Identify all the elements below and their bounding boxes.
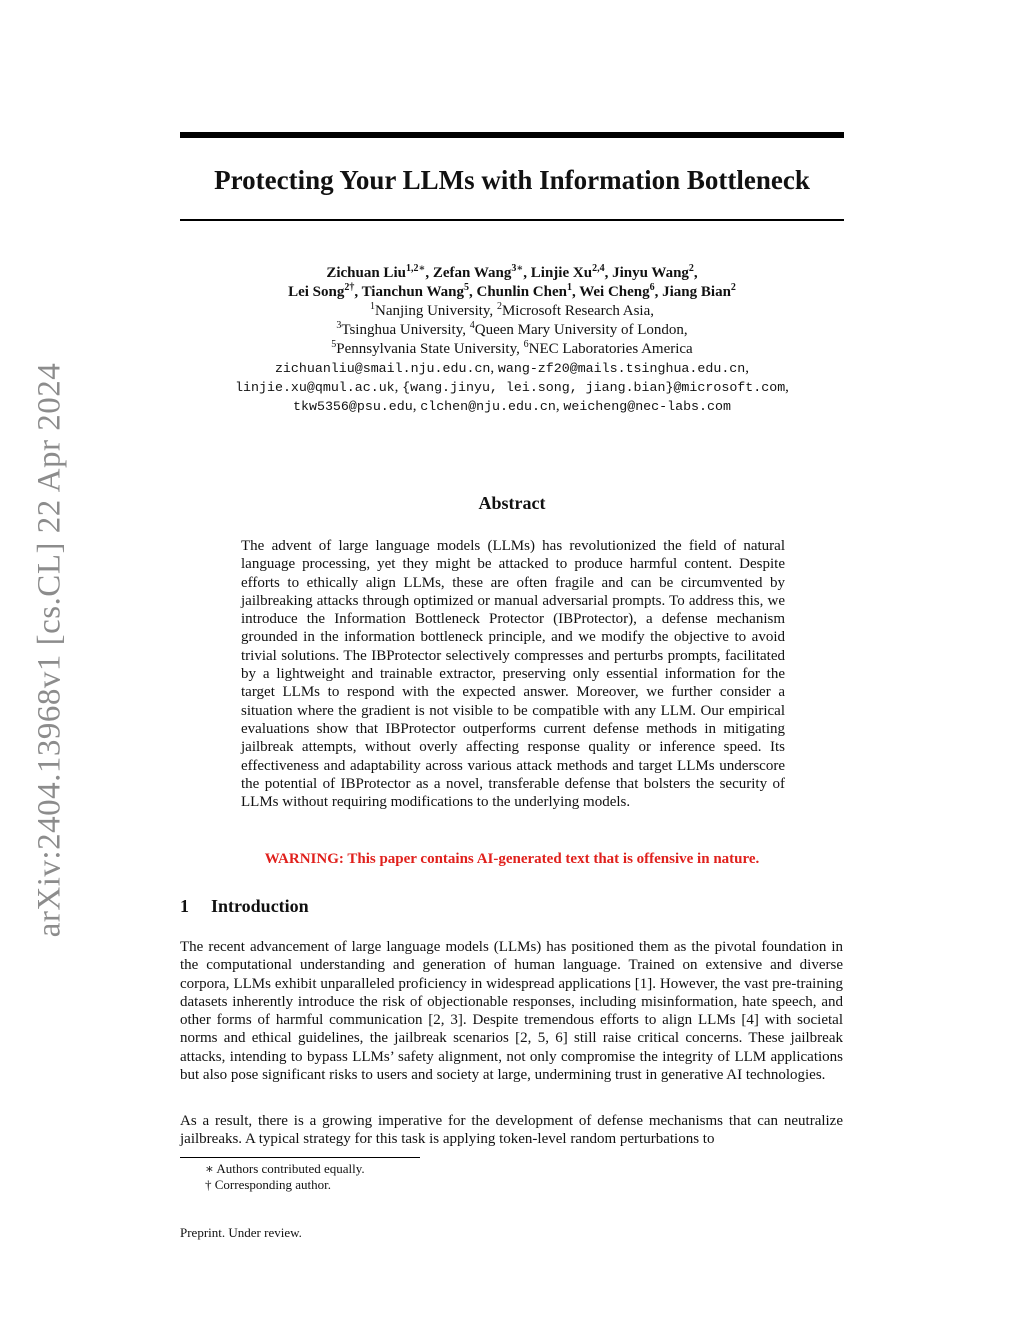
email-link[interactable]: linjie.xu@qmul.ac.uk	[235, 380, 395, 395]
email-line-3: tkw5356@psu.edu, clchen@nju.edu.cn, weicheng@nec-labs.com	[293, 398, 731, 414]
author-name: Chunlin Chen	[476, 284, 567, 300]
content-warning: WARNING: This paper contains AI-generated text that is offensive in nature.	[264, 851, 760, 867]
author-separator: ,	[693, 265, 698, 281]
author-affiliation-sup: 2	[730, 282, 736, 293]
email-link[interactable]: {wang.jinyu, lei.song, jiang.bian}@microsoft.com	[402, 380, 786, 395]
author-affiliation-sup: 2,4	[592, 263, 605, 274]
affiliation-line-1	[140, 302, 884, 321]
email-link[interactable]: clchen@nju.edu.cn	[420, 399, 556, 414]
preprint-notice: Preprint. Under review.	[180, 1225, 302, 1240]
author-separator: ,	[425, 265, 433, 281]
affiliation-line-3	[140, 340, 884, 359]
footnote-rule	[180, 1157, 420, 1158]
arxiv-identifier: arXiv:2404.13968v1 [cs.CL] 22 Apr 2024	[31, 362, 68, 938]
author-name: Zefan Wang	[432, 265, 512, 281]
email-line-2: linjie.xu@qmul.ac.uk, {wang.jinyu, lei.song, jiang.bian}@microsoft.com,	[235, 379, 789, 395]
author-mark: ∗	[516, 263, 524, 274]
author-separator: ,	[469, 284, 477, 300]
affiliation: Nanjing University,	[375, 303, 497, 319]
intro-paragraph-1: The recent advancement of large language models (LLMs) has positioned them as the pivotal foundation in the computational understanding and generation of human language. Trained on extensive and diverse corpora, LLMs exhibit unparalleled proficiency in widespread applications [1]. However, the vast pre-training datasets inherently introduce the risk of objectionable responses, including misinformation, hate speech, and other forms of harmful communication [2, 3]. Despite tremendous efforts to align LLMs [4] with societal norms and ethical guidelines, the jailbreak scenarios [2, 5, 6] still raise critical concerns. These jailbreak attacks, intending to bypass LLMs’ safety alignment, not only compromise the integrity of LLM applications but also pose significant risks to users and society at large, undermining trust in generative AI technologies.	[180, 939, 843, 1084]
author-line-2	[140, 283, 884, 302]
email-link[interactable]: zichuanliu@smail.nju.edu.cn	[274, 361, 491, 376]
author-affiliation-sup: 3	[511, 263, 517, 274]
email-link[interactable]: tkw5356@psu.edu	[293, 399, 413, 414]
affiliation-sup: 1	[370, 301, 375, 312]
section-heading-introduction	[180, 896, 309, 917]
author-name: Jinyu Wang	[612, 265, 689, 281]
affiliation-sup: 6	[523, 339, 529, 350]
author-name: Tianchun Wang	[361, 284, 464, 300]
affiliation: Tsinghua University,	[341, 322, 470, 338]
title-bottom-rule	[180, 219, 844, 221]
author-separator: ,	[523, 265, 531, 281]
abstract-text: The advent of large language models (LLMs) has revolutionized the field of natural language processing, yet they might be attacked to produce harmful content. Despite efforts to ethically align LLMs, these are often fragile and can be circumvented by jailbreaking attacks through optimized or manual adversarial prompts. To address this, we introduce the Information Bottleneck Protector (IBProtector), a defense mechanism grounded in the information bottleneck principle, and we modify the objective to avoid trivial solutions. The IBProtector selectively compresses and perturbs prompts, facilitated by a lightweight and trainable extractor, preserving only essential information for the target LLMs to respond with the expected answer. Moreover, we further consider a situation where the gradient is not visible to be compatible with any LLM. Our empirical evaluations show that IBProtector outperforms current defense methods in mitigating jailbreak attempts, without overly affecting response quality or inference speed. Its effectiveness and adaptability across various attack methods and target LLMs underscore the potential of IBProtector as a novel, transferable defense that bolsters the security of LLMs without requiring modifications to the underlying models.	[241, 538, 785, 811]
affiliation: Microsoft Research Asia,	[501, 303, 654, 319]
author-affiliation-sup: 1,2	[405, 263, 419, 274]
author-mark: †	[349, 282, 355, 293]
author-separator: ,	[604, 265, 613, 281]
author-affiliation-sup: 1	[566, 282, 572, 293]
abstract-heading: Abstract	[478, 493, 546, 513]
author-separator: ,	[354, 284, 362, 300]
footnote-equal-contribution: ∗ Authors contributed equally.	[205, 1161, 365, 1176]
author-name: Zichuan Liu	[326, 265, 406, 281]
affiliation: NEC Laboratories America	[528, 341, 693, 357]
author-affiliation-sup: 6	[649, 282, 655, 293]
email-line-1: zichuanliu@smail.nju.edu.cn, wang-zf20@mails.tsinghua.edu.cn,	[274, 360, 750, 376]
email-link[interactable]: wang-zf20@mails.tsinghua.edu.cn	[497, 361, 746, 376]
section-number: 1	[180, 896, 189, 916]
author-separator: ,	[654, 284, 663, 300]
author-block	[140, 264, 884, 416]
author-name: Lei Song	[288, 284, 345, 300]
affiliation: Queen Mary University of London,	[474, 322, 688, 338]
email-link[interactable]: weicheng@nec-labs.com	[563, 399, 731, 414]
affiliation-sup: 4	[469, 320, 475, 331]
affiliation-sup: 3	[336, 320, 342, 331]
affiliation-sup: 2	[496, 301, 502, 312]
title-top-rule	[180, 132, 844, 138]
affiliation: Pennsylvania State University,	[336, 341, 524, 357]
affiliation-sup: 5	[331, 339, 337, 350]
intro-paragraph-2: As a result, there is a growing imperative for the development of defense mechanisms that can neutralize jailbreaks. A typical strategy for this task is applying token-level random perturbations to	[180, 1113, 843, 1148]
author-name: Jiang Bian	[662, 284, 731, 300]
footnote-corresponding-author: † Corresponding author.	[205, 1177, 332, 1192]
author-affiliation-sup: 5	[464, 282, 469, 293]
author-affiliation-sup: 2	[344, 282, 350, 293]
author-name: Linjie Xu	[530, 265, 593, 281]
section-title: Introduction	[211, 896, 309, 916]
author-affiliation-sup: 2	[688, 263, 694, 274]
affiliation-line-2	[140, 321, 884, 340]
footnotes	[205, 1161, 365, 1193]
author-line-1	[140, 264, 884, 283]
author-name: Wei Cheng	[579, 284, 650, 300]
author-separator: ,	[571, 284, 580, 300]
paper-title: Protecting Your LLMs with Information Bottleneck	[214, 165, 810, 195]
author-mark: ∗	[418, 263, 426, 274]
